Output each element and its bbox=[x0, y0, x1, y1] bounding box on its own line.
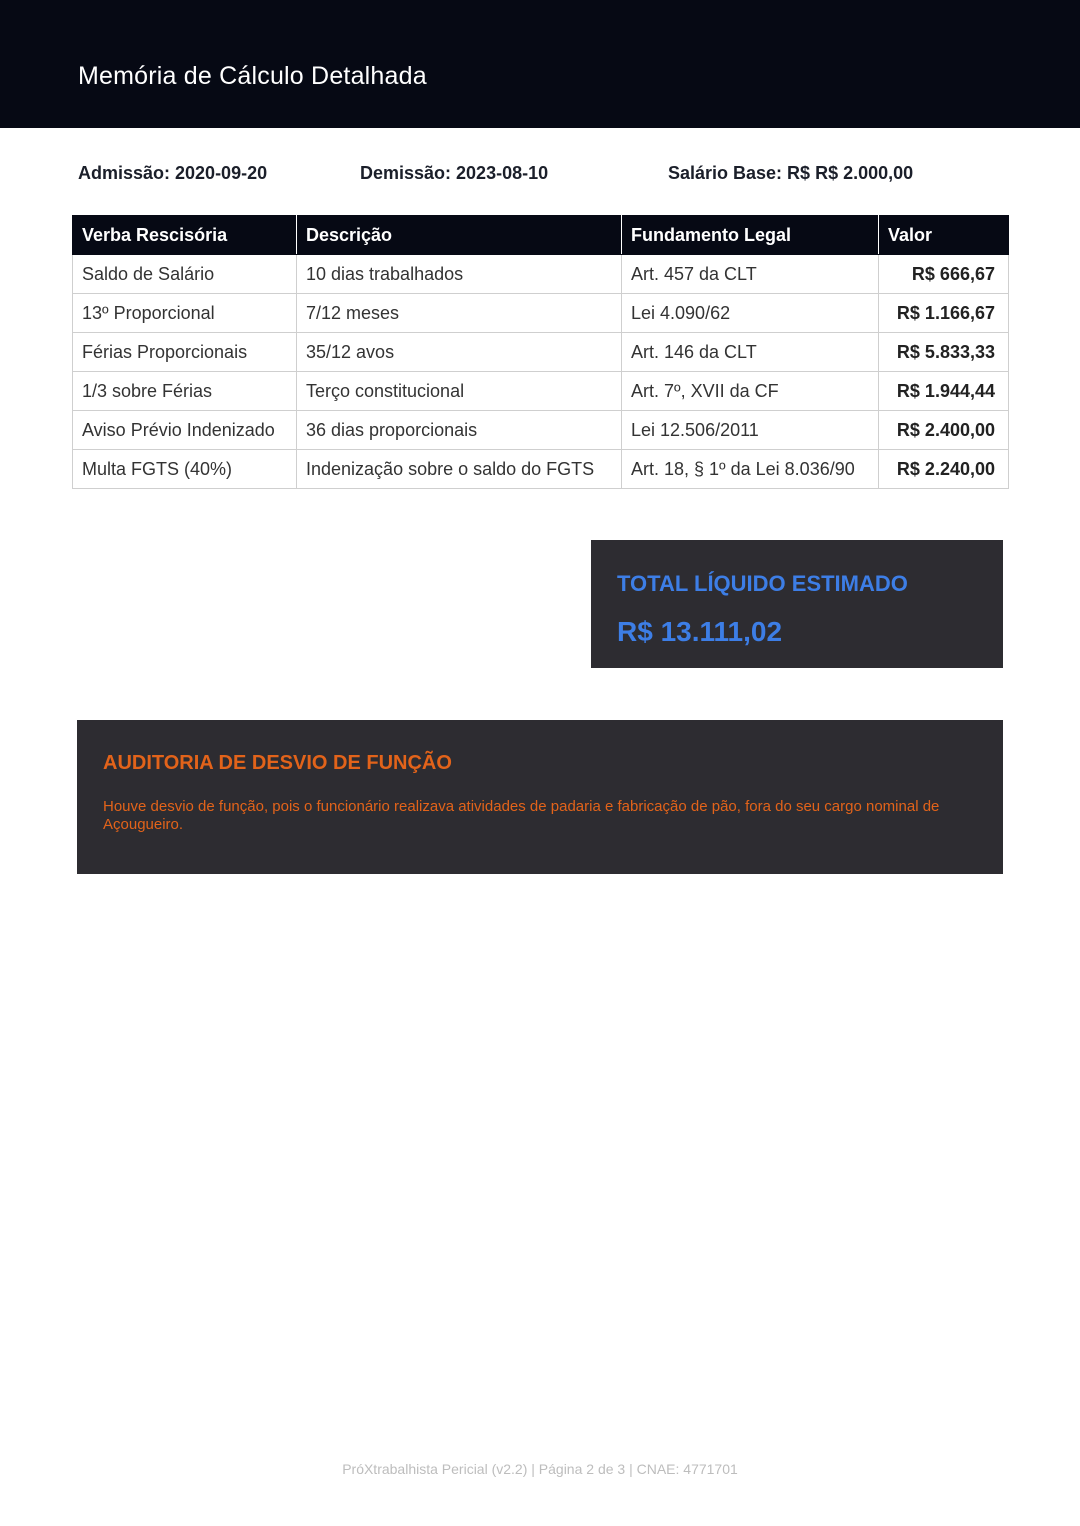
cell-fundamento: Lei 4.090/62 bbox=[622, 294, 879, 333]
audit-title: AUDITORIA DE DESVIO DE FUNÇÃO bbox=[103, 752, 452, 774]
table-row bbox=[73, 333, 1009, 372]
cell-verba: Aviso Prévio Indenizado bbox=[73, 411, 297, 450]
cell-descricao: 35/12 avos bbox=[297, 333, 622, 372]
column-header-descricao: Descrição bbox=[297, 216, 622, 255]
cell-verba: Saldo de Salário bbox=[73, 255, 297, 294]
table-row bbox=[73, 450, 1009, 489]
cell-valor: R$ 2.400,00 bbox=[879, 411, 1009, 450]
total-value: R$ 13.111,02 bbox=[617, 616, 783, 647]
total-label: TOTAL LÍQUIDO ESTIMADO bbox=[617, 571, 908, 596]
cell-valor: R$ 666,67 bbox=[879, 255, 1009, 294]
audit-text: Houve desvio de função, pois o funcionário realizava atividades de padaria e fabricação de pão, fora do seu cargo nominal de Açougueiro. bbox=[103, 798, 940, 833]
column-header-fundamento: Fundamento Legal bbox=[622, 216, 879, 255]
column-header-valor: Valor bbox=[879, 216, 1009, 255]
cell-descricao: 36 dias proporcionais bbox=[297, 411, 622, 450]
table-row bbox=[73, 411, 1009, 450]
cell-fundamento: Art. 146 da CLT bbox=[622, 333, 879, 372]
cell-verba: Multa FGTS (40%) bbox=[73, 450, 297, 489]
table-header-row bbox=[73, 216, 1009, 255]
cell-verba: 13º Proporcional bbox=[73, 294, 297, 333]
cell-descricao: Terço constitucional bbox=[297, 372, 622, 411]
cell-valor: R$ 1.944,44 bbox=[879, 372, 1009, 411]
header-bar bbox=[0, 0, 1080, 128]
cell-valor: R$ 1.166,67 bbox=[879, 294, 1009, 333]
table-row bbox=[73, 255, 1009, 294]
cell-descricao: 10 dias trabalhados bbox=[297, 255, 622, 294]
table-row bbox=[73, 372, 1009, 411]
calculation-table bbox=[72, 215, 1009, 489]
page-footer: PróXtrabalhista Pericial (v2.2) | Página 2 de 3 | CNAE: 4771701 bbox=[342, 1461, 738, 1477]
table-row bbox=[73, 294, 1009, 333]
cell-valor: R$ 2.240,00 bbox=[879, 450, 1009, 489]
dismissal-date: Demissão: 2023-08-10 bbox=[360, 163, 549, 183]
cell-verba: Férias Proporcionais bbox=[73, 333, 297, 372]
cell-fundamento: Lei 12.506/2011 bbox=[622, 411, 879, 450]
cell-verba: 1/3 sobre Férias bbox=[73, 372, 297, 411]
admission-date: Admissão: 2020-09-20 bbox=[78, 163, 268, 183]
cell-fundamento: Art. 7º, XVII da CF bbox=[622, 372, 879, 411]
audit-box bbox=[77, 720, 1003, 874]
base-salary: Salário Base: R$ R$ 2.000,00 bbox=[668, 163, 914, 183]
column-header-verba: Verba Rescisória bbox=[73, 216, 297, 255]
cell-descricao: 7/12 meses bbox=[297, 294, 622, 333]
cell-descricao: Indenização sobre o saldo do FGTS bbox=[297, 450, 622, 489]
cell-fundamento: Art. 18, § 1º da Lei 8.036/90 bbox=[622, 450, 879, 489]
total-box bbox=[591, 540, 1003, 668]
cell-valor: R$ 5.833,33 bbox=[879, 333, 1009, 372]
page-title: Memória de Cálculo Detalhada bbox=[78, 62, 427, 90]
cell-fundamento: Art. 457 da CLT bbox=[622, 255, 879, 294]
